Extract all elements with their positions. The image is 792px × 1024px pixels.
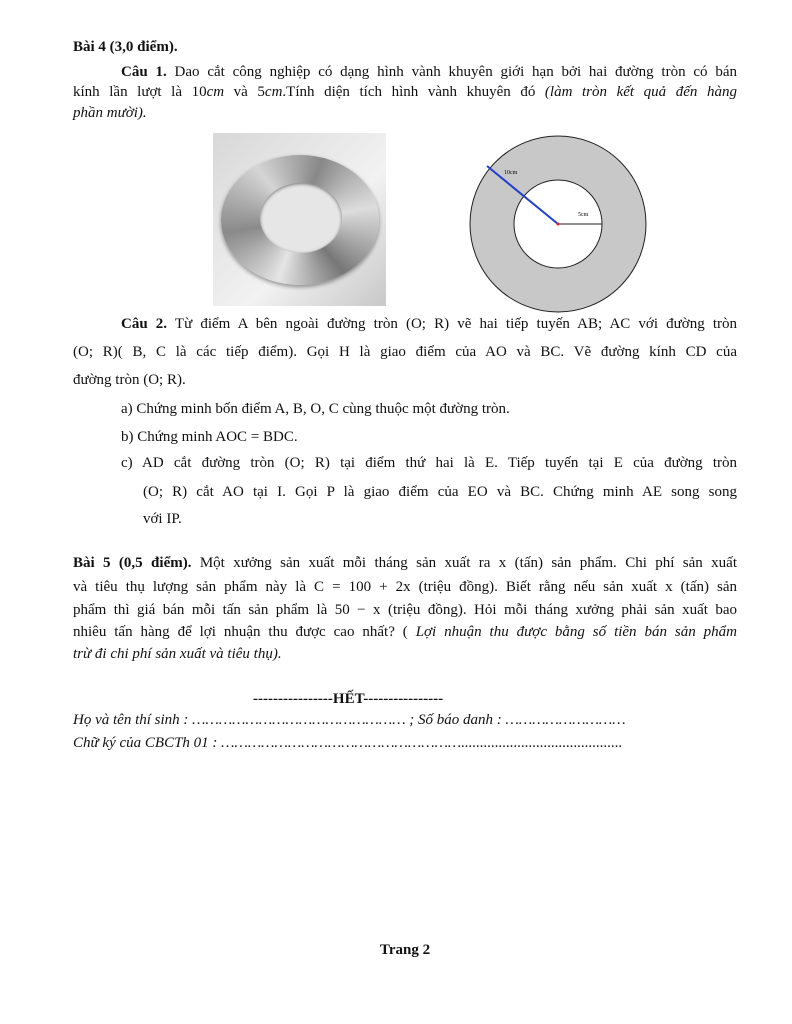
signature-line: Chữ ký của CBCTh 01 : ………………………………………………........................................... bbox=[73, 735, 623, 751]
cau1-line2: kính lần lượt là 10cm và 5cm.Tính diện tích hình vành khuyên đó (làm tròn kết quả đến hàng bbox=[73, 84, 738, 100]
cau2-line1: Câu 2. Từ điểm A bên ngoài đường tròn (O; R) vẽ hai tiếp tuyến AB; AC với đường tròn bbox=[121, 316, 737, 332]
item-b: b) Chứng minh AOC = BDC. bbox=[121, 429, 298, 445]
bai5-line4: nhiêu tấn hàng để lợi nhuận thu được cao nhất? ( Lợi nhuận thu được bằng số tiền bán sản phẩm bbox=[73, 624, 737, 640]
outer-radius-label: 10cm bbox=[504, 170, 518, 176]
page-number: Trang 2 bbox=[379, 942, 431, 958]
bai5-line1: Bài 5 (0,5 điểm). Một xưởng sản xuất mỗi tháng sản xuất ra x (tấn) sản phẩm. Chi phí sản xuất bbox=[73, 555, 737, 571]
annulus-diagram bbox=[468, 134, 648, 319]
cau2-line3: đường tròn (O; R). bbox=[73, 372, 186, 388]
bai5-line5: trừ đi chi phí sản xuất và tiêu thụ). bbox=[73, 646, 282, 662]
bai4-title: Bài 4 (3,0 điểm). bbox=[73, 39, 178, 55]
cau2-line2: (O; R)( B, C là các tiếp điểm). Gọi H là giao điểm của AO và BC. Vẽ đường kính CD của bbox=[73, 344, 737, 360]
item-a: a) Chứng minh bốn điểm A, B, O, C cùng thuộc một đường tròn. bbox=[121, 401, 510, 417]
item-c-line2: (O; R) cắt AO tại I. Gọi P là giao điểm của EO và BC. Chứng minh AE song song bbox=[143, 484, 737, 500]
blade-photo bbox=[213, 133, 386, 306]
end-mark: ----------------HẾT---------------- bbox=[253, 691, 444, 707]
item-c-line1: c) AD cắt đường tròn (O; R) tại điểm thứ hai là E. Tiếp tuyến tại E của đường tròn bbox=[121, 455, 737, 471]
cau1-line1: Câu 1. Dao cắt công nghiệp có dạng hình vành khuyên giới hạn bởi hai đường tròn có bán bbox=[121, 64, 737, 80]
inner-radius-label: 5cm bbox=[578, 212, 589, 218]
bai5-line2: và tiêu thụ lượng sản phẩm này là C = 100 + 2x (triệu đồng). Biết rằng nếu sản xuất x (tấn) sản bbox=[73, 579, 737, 595]
candidate-name-line: Họ và tên thí sinh : ………………………………………… ; Số báo danh : ……………………… bbox=[73, 712, 626, 728]
cau1-line3: phần mười). bbox=[73, 105, 147, 121]
item-c-line3: với IP. bbox=[143, 511, 182, 527]
bai5-line3: phẩm thì giá bán mỗi tấn sản phẩm là 50 − x (triệu đồng). Hỏi mỗi tháng xưởng phải sản xuất bao bbox=[73, 602, 737, 618]
